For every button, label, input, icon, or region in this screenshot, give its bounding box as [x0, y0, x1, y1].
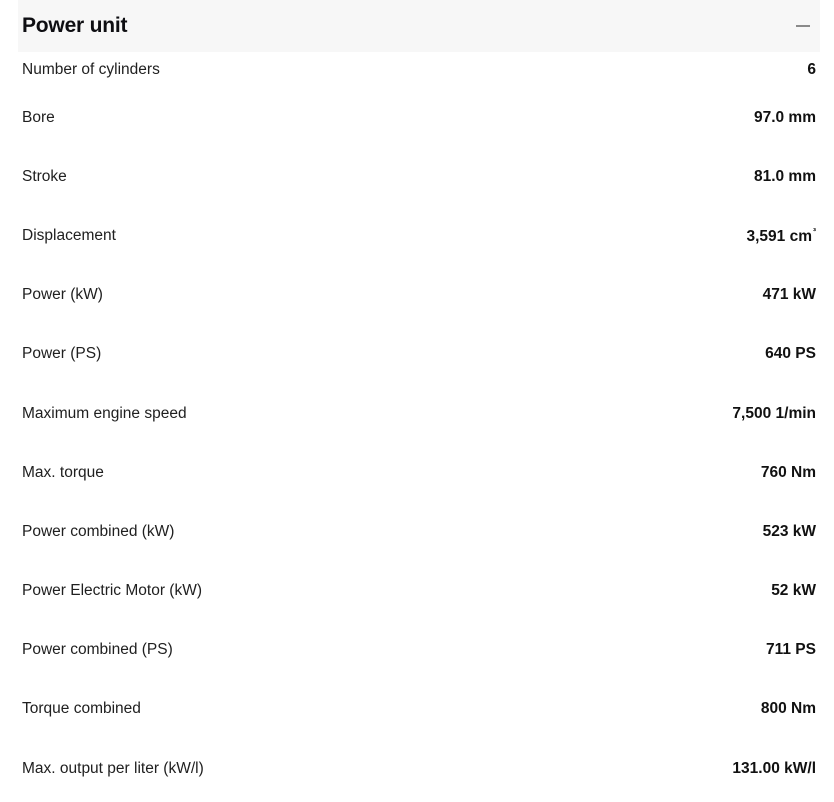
spec-value-text: 3,591 cm	[746, 227, 812, 245]
spec-label: Power combined (kW)	[22, 522, 175, 540]
spec-value: 760 Nm	[760, 463, 816, 481]
spec-label: Displacement	[22, 226, 116, 244]
spec-value: 7,500 1/min	[732, 404, 816, 422]
spec-value: 800 Nm	[760, 700, 816, 718]
power-unit-accordion-header[interactable]	[18, 0, 820, 52]
spec-row-max-output-per-liter	[22, 739, 816, 798]
spec-row-displacement	[22, 206, 816, 265]
spec-label: Number of cylinders	[22, 61, 160, 78]
spec-row-stroke	[22, 147, 816, 206]
spec-row-power-ps	[22, 325, 816, 384]
spec-value: 131.00 kW/l	[732, 759, 816, 777]
spec-row-bore	[22, 88, 816, 147]
spec-value: 523 kW	[762, 522, 816, 540]
spec-value: 52 kW	[771, 582, 816, 600]
spec-label: Bore	[22, 108, 55, 126]
power-unit-panel	[18, 0, 820, 798]
spec-label: Power combined (PS)	[22, 641, 173, 659]
spec-label: Max. torque	[22, 463, 104, 481]
section-title: Power unit	[22, 14, 128, 37]
spec-value: 6	[807, 61, 816, 78]
spec-row-power-kw	[22, 266, 816, 325]
spec-label: Power Electric Motor (kW)	[22, 582, 202, 600]
spec-value: 471 kW	[762, 286, 816, 304]
spec-value: 711 PS	[766, 641, 816, 659]
spec-row-torque-combined	[22, 680, 816, 739]
minus-icon[interactable]	[796, 19, 810, 33]
spec-list	[18, 52, 820, 798]
spec-value	[747, 226, 817, 246]
spec-row-number-of-cylinders	[22, 52, 816, 88]
unit-superscript: ³	[813, 225, 816, 236]
spec-row-max-torque	[22, 443, 816, 502]
spec-label: Torque combined	[22, 700, 141, 718]
spec-value: 81.0 mm	[753, 167, 816, 185]
spec-row-power-combined-kw	[22, 502, 816, 561]
spec-row-power-combined-ps	[22, 621, 816, 680]
spec-label: Power (kW)	[22, 286, 103, 304]
spec-label: Stroke	[22, 167, 67, 185]
spec-label: Maximum engine speed	[22, 404, 187, 422]
spec-value: 97.0 mm	[753, 108, 816, 126]
spec-label: Max. output per liter (kW/l)	[22, 759, 204, 777]
spec-label: Power (PS)	[22, 345, 102, 363]
spec-row-max-engine-speed	[22, 384, 816, 443]
spec-row-power-electric-motor	[22, 562, 816, 621]
spec-value: 640 PS	[765, 345, 816, 363]
